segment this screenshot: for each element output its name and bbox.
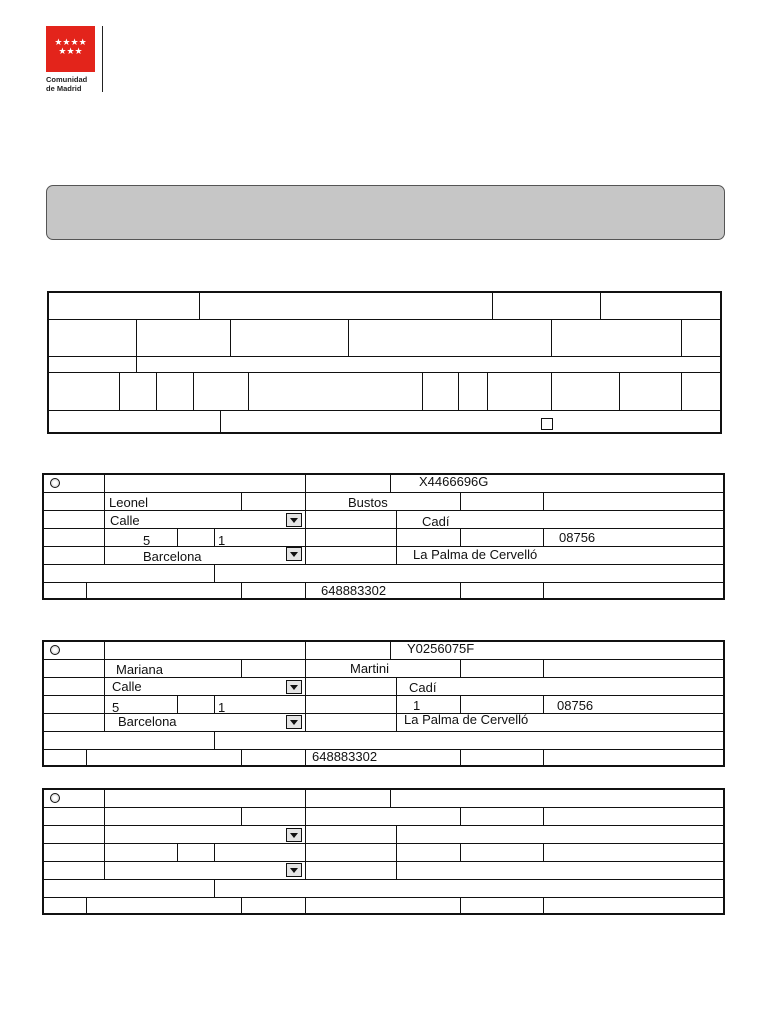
person-2-number: 5 (112, 700, 120, 715)
person-2-municipality: La Palma de Cervelló (404, 712, 529, 727)
person-1-document-id: X4466696G (419, 474, 489, 489)
logo (46, 26, 95, 72)
person-1-number: 5 (143, 533, 151, 548)
logo-stars: ★★★★ ★★★ (54, 37, 87, 56)
person-2-document-id: Y0256075F (407, 641, 475, 656)
option-checkbox[interactable] (541, 418, 553, 430)
person-1-surname: Bustos (348, 495, 388, 510)
dropdown-arrow-icon[interactable] (286, 680, 302, 694)
person-1-postal-code: 08756 (559, 530, 596, 545)
dropdown-arrow-icon[interactable] (286, 513, 302, 527)
person-block-2 (42, 640, 725, 767)
logo-divider (102, 26, 103, 92)
person-1-radio[interactable] (50, 478, 60, 488)
form-title-bar (46, 185, 725, 240)
person-2-surname: Martini (350, 661, 390, 676)
logo-line2: de Madrid (46, 84, 82, 93)
person-1-street-type: Calle (110, 513, 140, 528)
person-block-3 (42, 788, 725, 915)
person-2-radio[interactable] (50, 645, 60, 655)
dropdown-arrow-icon[interactable] (286, 547, 302, 561)
person-2-street-type: Calle (112, 679, 142, 694)
person-2-phone: 648883302 (312, 749, 378, 764)
logo-line1: Comunidad (46, 75, 88, 84)
person-2-floor: 1 (218, 700, 226, 715)
dropdown-arrow-icon[interactable] (286, 715, 302, 729)
logo-text (46, 75, 87, 93)
person-3-radio[interactable] (50, 793, 60, 803)
person-block-1 (42, 473, 725, 600)
person-2-portal: 1 (413, 698, 421, 713)
person-2-postal-code: 08756 (557, 698, 594, 713)
person-1-street-name: Cadí (422, 514, 450, 529)
person-2-province: Barcelona (118, 714, 177, 729)
dropdown-arrow-icon[interactable] (286, 828, 302, 842)
person-1-phone: 648883302 (321, 583, 387, 598)
person-1-floor: 1 (218, 533, 226, 548)
person-1-name: Leonel (109, 495, 149, 510)
dropdown-arrow-icon[interactable] (286, 863, 302, 877)
person-2-name: Mariana (116, 662, 163, 677)
applicant-table (47, 291, 722, 434)
person-1-province: Barcelona (143, 549, 202, 564)
person-2-street-name: Cadí (409, 680, 437, 695)
person-1-municipality: La Palma de Cervelló (413, 547, 538, 562)
